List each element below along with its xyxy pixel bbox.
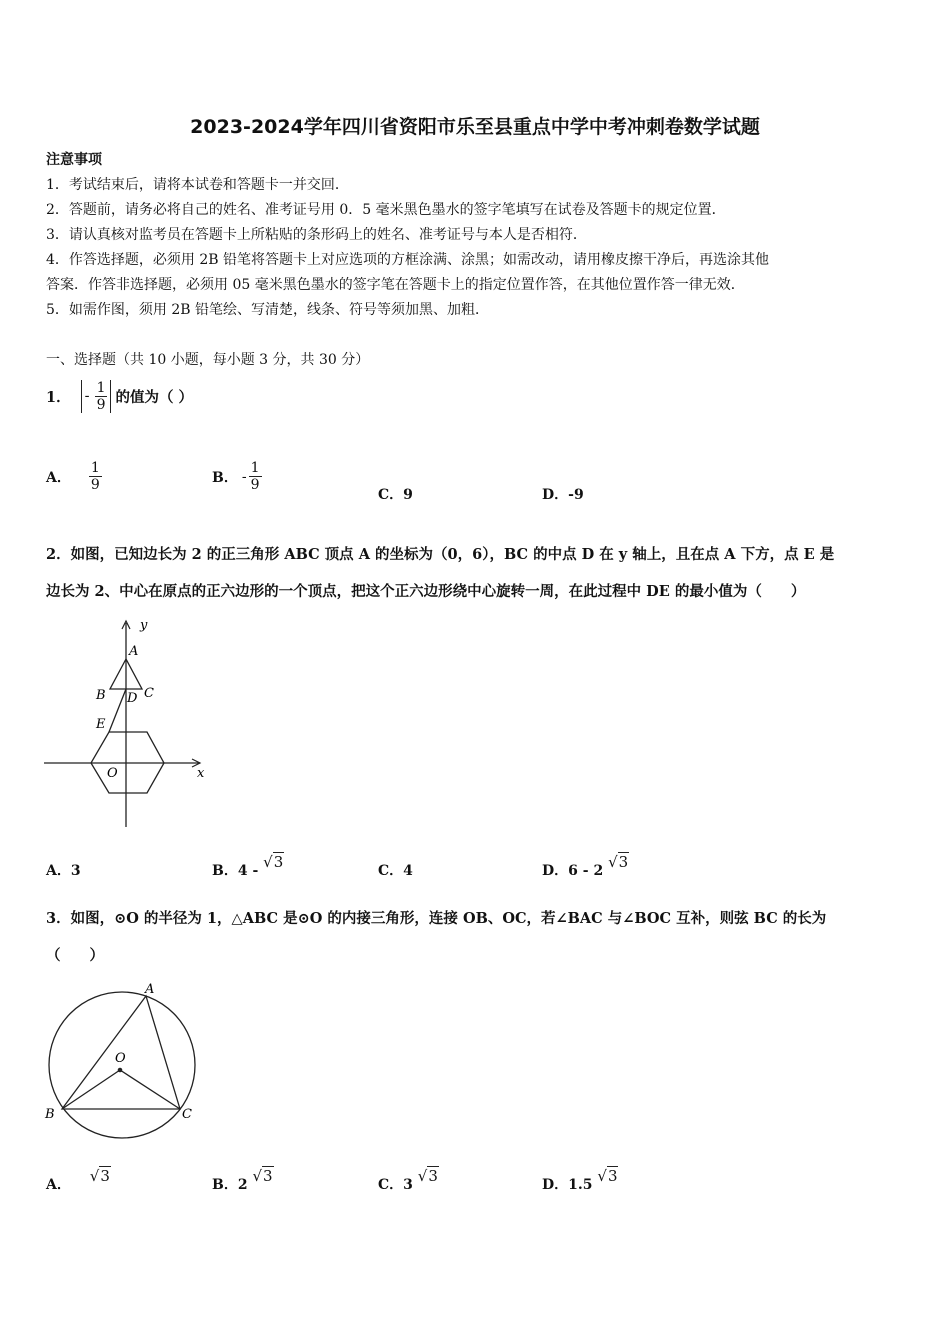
section-heading: 一、选择题（共 10 小题，每小题 3 分，共 30 分）	[46, 352, 370, 368]
option-b[interactable]	[212, 853, 284, 880]
segment-oc	[120, 1070, 180, 1109]
x-axis-label: x	[197, 766, 205, 781]
note-item: 5．如需作图，须用 2B 铅笔绘、写清楚，线条、符号等须加黑、加粗．	[46, 302, 490, 318]
sqrt: √3	[597, 1167, 618, 1185]
option-label: A．	[46, 469, 71, 486]
question-number: 1．	[46, 389, 71, 406]
segment-de	[109, 689, 126, 732]
fraction-denominator: 9	[90, 477, 100, 493]
center-point	[118, 1068, 123, 1073]
point-a-label: A	[145, 982, 155, 997]
option-label: D．	[542, 487, 569, 503]
question-3-line-1: 3．如图，⊙O 的半径为 1，△ABC 是⊙O 的内接三角形，连接 OB、OC，若∠BAC 与∠BOC 互补，则弦 BC 的长为	[46, 910, 827, 927]
question-2-line-1: 2．如图，已知边长为 2 的正三角形 ABC 顶点 A 的坐标为（0，6），BC 的中点 D 在 y 轴上，且在点 A 下方，点 E 是	[46, 546, 835, 563]
sqrt: √3	[417, 1167, 438, 1185]
option-d[interactable]	[542, 853, 629, 880]
radicand: 3	[100, 1167, 110, 1185]
notes-heading: 注意事项	[46, 152, 102, 168]
note-item: 3．请认真核对监考员在答题卡上所粘贴的条形码上的姓名、准考证号与本人是否相符．	[46, 227, 587, 243]
radicand: 3	[263, 1167, 273, 1185]
option-value: 9	[403, 487, 413, 503]
radicand: 3	[607, 1167, 618, 1185]
option-c[interactable]	[378, 1167, 439, 1194]
note-item: 4．作答选择题，必须用 2B 铅笔将答题卡上对应选项的方框涂满、涂黑；如需改动，请用橡皮擦干净后，再选涂其他	[46, 252, 769, 268]
question-text: 的值为（ ）	[115, 389, 194, 406]
option-text: B．2	[212, 1177, 248, 1193]
y-axis-label: y	[140, 618, 148, 633]
radicand: 3	[273, 853, 284, 871]
fraction	[95, 380, 108, 413]
option-label: C．	[378, 487, 404, 503]
question-2-line-2: 边长为 2、中心在原点的正六边形的一个顶点，把这个正六边形绕中心旋转一周，在此过程中 DE 的最小值为（ ）	[46, 583, 806, 600]
fraction-denominator: 9	[250, 477, 260, 493]
segment-ob	[62, 1070, 120, 1109]
coordinate-figure	[40, 615, 220, 830]
point-b-label: B	[45, 1107, 55, 1122]
point-o-label: O	[115, 1051, 126, 1066]
note-item: 答案．作答非选择题，必须用 05 毫米黑色墨水的签字笔在答题卡上的指定位置作答，在其他位置作答一律无效．	[46, 277, 745, 293]
sign: -	[241, 468, 247, 485]
option-a[interactable]: A．3	[46, 863, 81, 879]
fraction-numerator: 1	[90, 460, 100, 476]
option-label: B．	[212, 469, 238, 486]
fraction-numerator: 1	[96, 380, 106, 396]
fraction	[89, 460, 102, 493]
option-c[interactable]: C．4	[378, 863, 413, 879]
point-c-label: C	[182, 1107, 192, 1122]
point-a-label: A	[129, 644, 139, 659]
note-item: 1．考试结束后，请将本试卷和答题卡一并交回．	[46, 177, 349, 193]
option-a[interactable]	[46, 460, 102, 493]
option-text: D．6 - 2	[542, 863, 604, 879]
fraction-numerator: 1	[250, 460, 260, 476]
point-e-label: E	[96, 717, 106, 732]
option-text: B．4 -	[212, 863, 259, 879]
option-a[interactable]	[46, 1167, 111, 1194]
absolute-value	[81, 380, 112, 413]
point-c-label: C	[144, 686, 154, 701]
option-c[interactable]	[378, 484, 413, 504]
origin-label: O	[107, 766, 118, 781]
option-text: D．1.5	[542, 1177, 593, 1193]
option-text: C．3	[378, 1177, 413, 1193]
note-item: 2．答题前，请务必将自己的姓名、准考证号用 0．5 毫米黑色墨水的签字笔填写在试卷及答题卡的规定位置．	[46, 202, 726, 218]
sqrt: √3	[89, 1167, 110, 1185]
point-d-label: D	[127, 691, 138, 706]
question-1	[46, 380, 193, 413]
page-title: 2023-2024学年四川省资阳市乐至县重点中学中考冲刺卷数学试题	[190, 116, 760, 138]
option-d[interactable]	[542, 1167, 618, 1194]
option-b[interactable]	[212, 1167, 274, 1194]
fraction-denominator: 9	[96, 397, 106, 413]
sqrt: √3	[608, 853, 629, 871]
option-value: -9	[568, 487, 584, 503]
option-text: A．	[46, 1177, 71, 1193]
sign: -	[84, 388, 90, 405]
question-3-line-2: （ ）	[46, 947, 104, 964]
radicand: 3	[618, 853, 629, 871]
sqrt: √3	[263, 853, 284, 871]
circle-figure	[40, 978, 210, 1148]
option-b[interactable]	[212, 460, 262, 493]
sqrt: √3	[252, 1167, 273, 1185]
fraction	[249, 460, 262, 493]
radicand: 3	[428, 1167, 438, 1185]
point-b-label: B	[96, 688, 106, 703]
option-d[interactable]	[542, 484, 584, 504]
